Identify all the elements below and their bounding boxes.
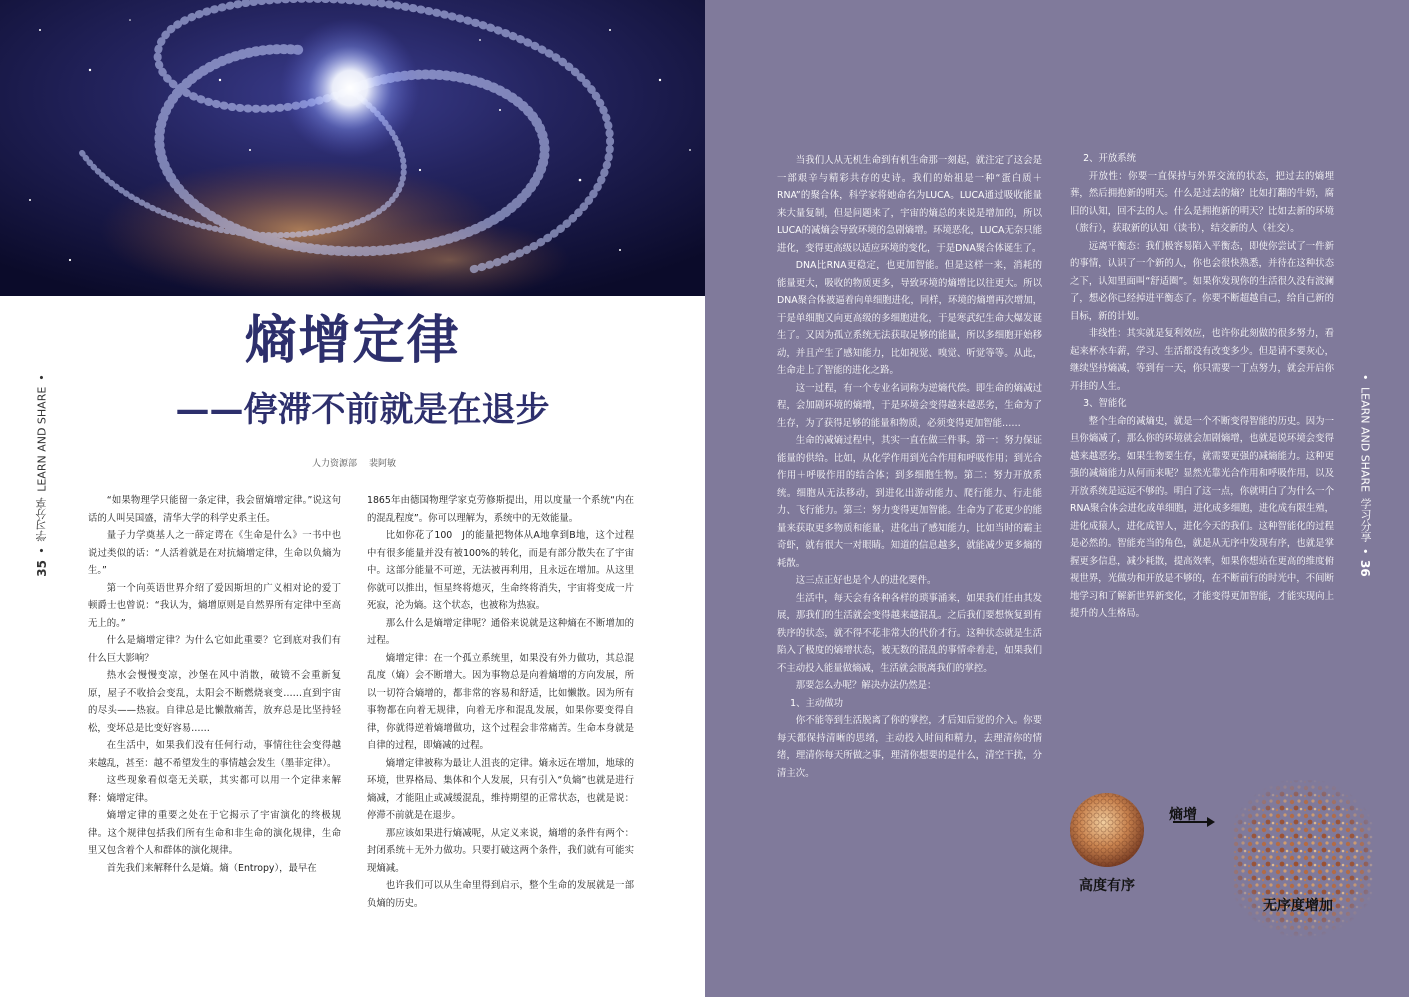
section-heading: 3、智能化: [1083, 398, 1127, 409]
paragraph: 非线性：其实就是复利效应，也许你此刻做的很多努力，看起来杯水车薪，学习、生活都没有改变多少。但是请不要灰心，继续坚持熵减，等到有一天，你只需要一丁点努力，就会开启你开挂的人生。: [1070, 328, 1334, 392]
paragraph: 熵增定律被称为最让人沮丧的定律。熵永远在增加，地球的环境，世界格局、集体和个人发展，只有引入“负熵”也就是进行熵减，才能阻止或减缓混乱，维持期望的正常状态，也就是说：停滞不前就是在退步。: [367, 757, 634, 821]
section-label-en: LEARN AND SHARE: [35, 386, 49, 492]
section-label-cn: 学习分享: [35, 497, 48, 542]
paragraph: 生命的减熵过程中，其实一直在做三件事。第一：努力保证能量的供给。比如，从化学作用到光合作用和呼吸作用；到光合作用＋呼吸作用的结合体；到多细胞生物。第二：努力开放系统。细胞从无法移动，到进化出游动能力、爬行能力、行走能力、飞行能力。第三：努力变得更加智能。生命为了花更少的能量来获取更多物质和能量，进化出了感知能力，比如当时的霸主奇虾，就有很大一对眼睛。知道的信息越多，就能减少更多熵的耗散。: [777, 435, 1042, 569]
disordered-label: 无序度增加: [1263, 898, 1333, 914]
paragraph: 熵增定律：在一个孤立系统里，如果没有外力做功，其总混乱度（熵）会不断增大。因为事物总是向着熵增的方向发展，所以一切符合熵增的，都非常的容易和舒适，比如懒散。因为所有事物都在向着无规律，向着无序和混乱发展，如果你要变得自律，你就得逆着熵增做功，这个过程会非常痛苦。生命本身就是自律的过程，即熵减的过程。: [367, 652, 634, 751]
paragraph: 这三点正好也是个人的进化要件。: [795, 575, 937, 586]
paragraph: 那么什么是熵增定律呢？通俗来说就是这种熵在不断增加的过程。: [367, 617, 634, 646]
rail-dot: •: [1358, 547, 1372, 555]
paragraph: 那应该如果进行熵减呢，从定义来说，熵增的条件有两个：封闭系统＋无外力做功。只要打破这两个条件，我们就有可能实现熵减。: [367, 827, 634, 874]
article-title: 熵增定律: [244, 311, 461, 371]
paragraph: 那要怎么办呢？解决办法仍然是：: [795, 680, 937, 691]
paragraph: 比如你花了100 J的能量把物体从A地拿到B地，这个过程中有很多能量并没有被100%的转化，而是有部分散失在了宇宙中。这部分能量不可逆，无法被再利用，且永远在增加。从这里你就可以推出，恒星终将熄灭，生命终将消失，宇宙将变成一片死寂，沦为熵。这个状态，也被称为热寂。: [367, 530, 634, 611]
section-rail-right: [1357, 368, 1373, 577]
text-column-1: [88, 492, 341, 877]
right-page: [705, 0, 1409, 997]
author: 裴阿敏: [369, 459, 397, 469]
byline: [312, 456, 396, 469]
paragraph: 什么是熵增定律？为什么它如此重要？它到底对我们有什么巨大影响？: [88, 635, 341, 664]
text-column-4: [1070, 150, 1334, 623]
paragraph: 生活中，每天会有各种各样的琐事涌来，如果我们任由其发展，那我们的生活就会变得越来越混乱。之后我们要想恢复到有秩序的状态，就不得不花非常大的代价才行。这种状态就是生活陷入了极度的熵增状态，被无数的混乱的事情牵着走，如果我们不主动投入能量做熵减，生活就会脱离我们的掌控。: [777, 592, 1042, 674]
department: 人力资源部: [312, 459, 358, 469]
paragraph: 1865年由德国物理学家克劳修斯提出，用以度量一个系统“内在的混乱程度”。你可以理解为，系统中的无效能量。: [367, 495, 634, 524]
paragraph: 整个生命的减熵史，就是一个不断变得智能的历史。因为一旦你熵减了，那么你的环境就会加剧熵增，也就是说环境会变得越来越恶劣。如果生物要生存，就需要更强的减熵能力。这种更强的减熵能力从何而来呢？显然光靠光合作用和呼吸作用，以及开放系统是远远不够的。明白了这一点，你就明白了为什么一个RNA聚合体会进化成单细胞，进化成多细胞，进化成有限生殖，进化成猿人，进化成智人，进化今天的我们。这种智能化的过程是必然的。智能充当的角色，就是从无序中发现有序，也就是掌握更多信息，减少耗散，提高效率，如果你想站在更高的维度俯视世界，光做功和开放是不够的，在不断前行的时光中，不间断地学习和了解新世界新变化，才能变得更加智能，才能实现向上提升的人生格局。: [1070, 415, 1334, 619]
paragraph: “如果物理学只能留一条定律，我会留熵增定律。”说这句话的人叫吴国盛，清华大学的科学史系主任。: [88, 495, 341, 524]
rail-dot: •: [35, 374, 49, 381]
section-label-en: LEARN AND SHARE: [1358, 386, 1372, 492]
page-number-left: 35: [35, 560, 49, 577]
paragraph: 量子力学奠基人之一薛定谔在《生命是什么》一书中也说过类似的话：“人活着就是在对抗熵增定律，生命以负熵为生。”: [88, 530, 341, 576]
section-heading: 1、主动做功: [790, 697, 843, 709]
ordered-label: 高度有序: [1079, 878, 1135, 894]
section-label-cn: 学习分享: [1359, 497, 1372, 542]
paragraph: 首先我们来解释什么是熵。熵（Entropy），最早在: [106, 862, 317, 874]
text-column-2: [367, 492, 634, 912]
paragraph: DNA比RNA更稳定，也更加智能。但是这样一来，消耗的能量更大，吸收的物质更多，导致环境的熵增比以往更大。所以DNA聚合体被逼着向单细胞进化，同样，环境的熵增再次增加，于是单细胞又向更高级的多细胞进化，于是寒武纪生命大爆发诞生了。又因为孤立系统无法获取足够的能量，所以多细胞开始移动，并且产生了感知能力，比如视觉、嗅觉、听觉等等。从此，生命走上了智能的进化之路。: [777, 260, 1042, 376]
paragraph: 你不能等到生活脱离了你的掌控，才后知后觉的介入。你要每天都保持清晰的思绪，主动投入时间和精力，去理清你的情绪，理清你每天所做之事，理清你想要的是什么，清空干扰，分清主次。: [777, 715, 1042, 779]
paragraph: 在生活中，如果我们没有任何行动，事情往往会变得越来越乱，甚至：越不希望发生的事情越会发生（墨菲定律）。: [88, 740, 341, 769]
paragraph: 开放性：你要一直保持与外界交流的状态，把过去的熵埋葬，然后拥抱新的明天。什么是过去的熵？比如打翻的牛奶，腐旧的认知，回不去的人。什么是拥抱新的明天？比如去新的环境（旅行），获取新的认知（读书），结交新的人（社交）。: [1070, 170, 1334, 234]
article-subtitle: ——停滞不前就是在退步: [175, 390, 550, 430]
paragraph: 当我们人从无机生命到有机生命那一刻起，就注定了这会是一部艰辛与精彩共存的史诗。我们的始祖是一种“蛋白质＋RNA”的聚合体，科学家将她命名为LUCA。LUCA通过吸收能量来大量复制，但是问题来了，宇宙的熵总的来说是增加的，所以LUCA的减熵会导致环境的急剧熵增。环境恶化，LUCA无奈只能进化，变得更高级以适应环境的变化，于是DNA聚合体诞生了。: [777, 155, 1042, 254]
rail-dot: •: [35, 547, 49, 555]
rail-dot: •: [1358, 374, 1372, 381]
paragraph: 这一过程，有一个专业名词称为逆熵代偿。即生命的熵减过程，会加剧环境的熵增，于是环境会变得越来越恶劣，生命为了生存，为了获得足够的能量和物质，必须变得更加智能……: [777, 382, 1042, 429]
text-column-3: [777, 152, 1042, 782]
entropy-diagram: [1065, 770, 1385, 990]
paragraph: 这些现象看似毫无关联，其实都可以用一个定律来解释：熵增定律。: [88, 775, 341, 804]
page-number-right: 36: [1358, 560, 1372, 577]
arrow-label: 熵增: [1169, 807, 1197, 823]
section-rail-left: [34, 368, 50, 577]
galaxy-image: [0, 0, 705, 296]
paragraph: 远离平衡态：我们极容易陷入平衡态，即使你尝试了一件新的事情，认识了一个新的人，你也会很快熟悉，并待在这种状态之下，认知里面叫“舒适圈”。如果你发现你的生活很久没有波澜了，想必你已经掉进平衡态了。你要不断超越自己，给自己新的目标，新的计划。: [1070, 240, 1334, 322]
paragraph: 热水会慢慢变凉，沙堡在风中消散，破镜不会重新复原，屋子不收拾会变乱，太阳会不断燃烧衰变……直到宇宙的尽头——热寂。自律总是比懒散痛苦，放弃总是比坚持轻松，变坏总是比变好容易……: [88, 670, 341, 734]
section-heading: 2、开放系统: [1083, 153, 1136, 164]
paragraph: 熵增定律的重要之处在于它揭示了宇宙演化的终极规律。这个规律包括我们所有生命和非生命的演化规律，生命里又包含着个人和群体的演化规律。: [88, 810, 341, 856]
paragraph: 第一个向英语世界介绍了爱因斯坦的广义相对论的爱丁顿爵士也曾说：“我认为，熵增原则是自然界所有定律中至高无上的。”: [88, 582, 341, 629]
paragraph: 也许我们可以从生命里得到启示，整个生命的发展就是一部负熵的历史。: [367, 880, 634, 909]
